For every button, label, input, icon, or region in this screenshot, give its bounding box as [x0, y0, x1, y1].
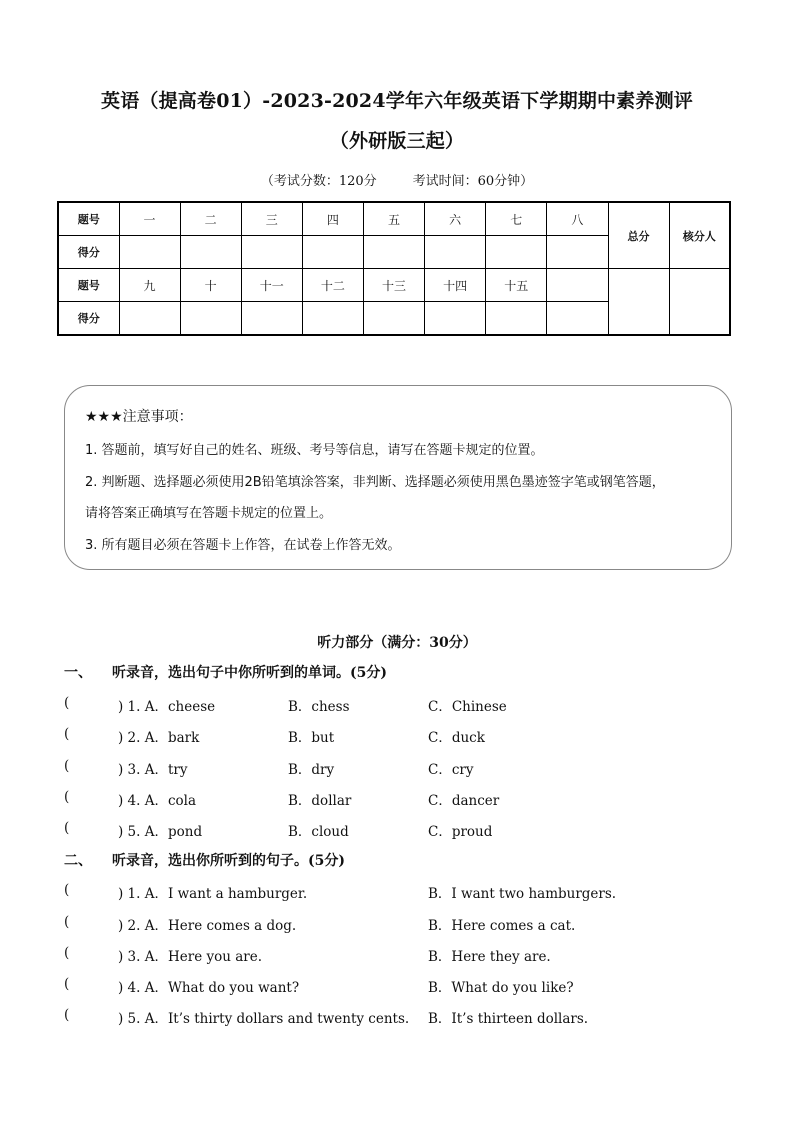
item-cell: 五: [364, 202, 425, 236]
item-cell: 八: [547, 202, 608, 236]
answer-paren: (: [64, 914, 70, 930]
score-cell[interactable]: [302, 236, 363, 269]
question-option-b: B．Here they are.: [428, 949, 551, 965]
question-option-a: ) 3. A．try: [118, 762, 188, 778]
item-cell: 一: [119, 202, 180, 236]
question-option-c: C．duck: [428, 730, 485, 746]
question-option-b: B．chess: [288, 699, 350, 715]
page-title: 英语（提高卷01）-2023-2024学年六年级英语下学期期中素养测评: [101, 90, 693, 112]
score-cell[interactable]: [425, 236, 486, 269]
answer-paren: (: [64, 789, 70, 805]
score-cell[interactable]: [119, 236, 180, 269]
question-option-a: ) 5. A．pond: [118, 824, 203, 840]
answer-paren: (: [64, 820, 70, 836]
question-option-a: ) 3. A．Here you are.: [118, 949, 262, 965]
question-option-c: C．dancer: [428, 793, 500, 809]
answer-paren: (: [64, 758, 70, 774]
score-cell[interactable]: [547, 302, 608, 336]
score-cell[interactable]: [241, 302, 302, 336]
item-cell: [547, 269, 608, 302]
page-subtitle: （外研版三起）: [329, 130, 465, 152]
notice-item: 2. 判断题、选择题必须使用2B铅笔填涂答案，非判断、选择题必须使用黑色墨迹签字笔或钢笔答题，: [85, 475, 665, 490]
score-label: 得分: [58, 302, 119, 336]
question-option-c: C．Chinese: [428, 699, 507, 715]
item-label: 题号: [58, 269, 119, 302]
item-cell: 十四: [425, 269, 486, 302]
score-table: [57, 201, 731, 336]
question-option-a: ) 5. A．It’s thirty dollars and twenty cents.: [118, 1011, 410, 1027]
exam-info: [0, 170, 794, 189]
question-option-b: B．It’s thirteen dollars.: [428, 1011, 589, 1027]
question-option-a: ) 1. A．cheese: [118, 699, 216, 715]
score-cell[interactable]: [302, 302, 363, 336]
score-cell[interactable]: [364, 236, 425, 269]
score-cell[interactable]: [180, 302, 241, 336]
score-cell[interactable]: [486, 302, 547, 336]
score-cell[interactable]: [425, 302, 486, 336]
notice-heading: ★★★注意事项：: [85, 409, 193, 425]
item-cell: 十一: [241, 269, 302, 302]
item-cell: 十五: [486, 269, 547, 302]
score-info: （考试分数：120分: [260, 174, 377, 189]
item-cell: 二: [180, 202, 241, 236]
question-option-b: B．Here comes a cat.: [428, 918, 576, 934]
score-cell[interactable]: [486, 236, 547, 269]
item-cell: 十二: [302, 269, 363, 302]
answer-paren: (: [64, 695, 70, 711]
answer-paren: (: [64, 882, 70, 898]
question-option-a: ) 4. A．What do you want?: [118, 980, 300, 996]
item-label: 题号: [58, 202, 119, 236]
question-option-b: B．dry: [288, 762, 335, 778]
score-cell[interactable]: [364, 302, 425, 336]
notice-item: 1. 答题前，填写好自己的姓名、班级、考号等信息，请写在答题卡规定的位置。: [85, 443, 544, 458]
notice-box: [64, 385, 732, 570]
question-option-b: B．but: [288, 730, 335, 746]
question-option-c: C．proud: [428, 824, 493, 840]
part1-heading: [64, 662, 387, 682]
answer-paren: (: [64, 726, 70, 742]
part1-number: 一、: [64, 665, 92, 681]
question-option-a: ) 4. A．cola: [118, 793, 197, 809]
time-info: 考试时间：60分钟）: [412, 174, 534, 189]
score-cell[interactable]: [119, 302, 180, 336]
question-option-b: B．What do you like?: [428, 980, 574, 996]
checker-cell[interactable]: [669, 269, 730, 336]
score-cell[interactable]: [180, 236, 241, 269]
item-cell: 四: [302, 202, 363, 236]
part2-heading: [64, 850, 345, 870]
total-label: 总分: [608, 202, 669, 269]
part2-instruction: 听录音，选出你所听到的句子。(5分): [112, 853, 345, 869]
item-cell: 三: [241, 202, 302, 236]
question-option-b: B．cloud: [288, 824, 349, 840]
part2-number: 二、: [64, 853, 92, 869]
notice-item: 3. 所有题目必须在答题卡上作答，在试卷上作答无效。: [85, 538, 401, 553]
total-score-cell[interactable]: [608, 269, 669, 336]
notice-item: 请将答案正确填写在答题卡规定的位置上。: [85, 506, 333, 521]
question-option-a: ) 2. A．Here comes a dog.: [118, 918, 297, 934]
answer-paren: (: [64, 976, 70, 992]
question-option-b: B．dollar: [288, 793, 352, 809]
answer-paren: (: [64, 945, 70, 961]
question-option-b: B．I want two hamburgers.: [428, 886, 617, 902]
score-label: 得分: [58, 236, 119, 269]
item-cell: 十三: [364, 269, 425, 302]
score-cell[interactable]: [241, 236, 302, 269]
listening-title: 听力部分（满分：30分）: [317, 635, 477, 651]
score-cell[interactable]: [547, 236, 608, 269]
item-cell: 六: [425, 202, 486, 236]
item-cell: 七: [486, 202, 547, 236]
item-cell: 九: [119, 269, 180, 302]
answer-paren: (: [64, 1007, 70, 1023]
question-option-a: ) 1. A．I want a hamburger.: [118, 886, 308, 902]
question-option-a: ) 2. A．bark: [118, 730, 200, 746]
part1-instruction: 听录音，选出句子中你所听到的单词。(5分): [112, 665, 387, 681]
checker-label: 核分人: [669, 202, 730, 269]
question-option-c: C．cry: [428, 762, 474, 778]
item-cell: 十: [180, 269, 241, 302]
